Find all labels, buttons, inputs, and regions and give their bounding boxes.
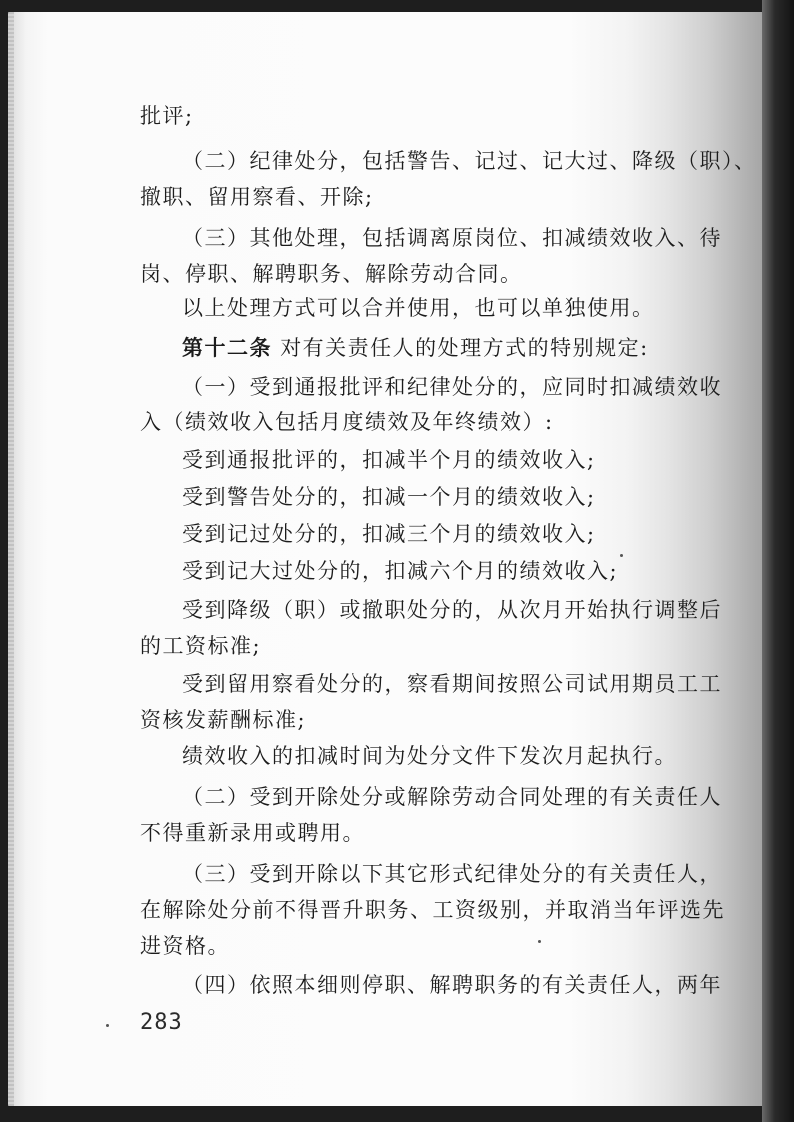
- text-line: 岗、停职、解聘职务、解除劳动合同。: [140, 262, 523, 286]
- text-line: 受到通报批评的，扣减半个月的绩效收入;: [182, 448, 596, 472]
- text-line: 绩效收入的扣减时间为处分文件下发次月起执行。: [182, 744, 677, 768]
- page-number: 283: [140, 1010, 183, 1035]
- article-line: [182, 334, 649, 362]
- text-line: 受到警告处分的，扣减一个月的绩效收入;: [182, 485, 596, 509]
- text-line: 批评;: [140, 104, 194, 128]
- text-line: 以上处理方式可以合并使用，也可以单独使用。: [182, 296, 655, 320]
- text-line: 撤职、留用察看、开除;: [140, 185, 374, 209]
- text-line: 在解除处分前不得晋升职务、工资级别，并取消当年评选先: [140, 898, 725, 922]
- text-line: 资核发薪酬标准;: [140, 708, 307, 732]
- scan-speck: [620, 554, 623, 557]
- text-line: （二）纪律处分，包括警告、记过、记大过、降级（职）、: [182, 149, 757, 173]
- text-line: 不得重新录用或聘用。: [140, 821, 365, 845]
- article-text: 对有关责任人的处理方式的特别规定:: [280, 336, 649, 360]
- text-line: 入（绩效收入包括月度绩效及年终绩效）:: [140, 410, 554, 434]
- scan-speck: [538, 940, 541, 943]
- text-line: （二）受到开除处分或解除劳动合同处理的有关责任人: [182, 785, 722, 809]
- scan-speck: [106, 1024, 109, 1027]
- text-line: 受到记过处分的，扣减三个月的绩效收入;: [182, 522, 596, 546]
- text-line: （一）受到通报批评和纪律处分的，应同时扣减绩效收: [182, 375, 722, 399]
- text-line: （四）依照本细则停职、解聘职务的有关责任人，两年: [182, 973, 722, 997]
- text-line: 受到留用察看处分的，察看期间按照公司试用期员工工: [182, 672, 722, 696]
- text-line: （三）其他处理，包括调离原岗位、扣减绩效收入、待: [182, 226, 722, 250]
- text-line: （三）受到开除以下其它形式纪律处分的有关责任人，: [182, 862, 722, 886]
- text-line: 进资格。: [140, 934, 230, 958]
- text-line: 受到降级（职）或撤职处分的，从次月开始执行调整后: [182, 598, 722, 622]
- text-line: 的工资标准;: [140, 634, 262, 658]
- text-line: 受到记大过处分的，扣减六个月的绩效收入;: [182, 559, 619, 583]
- article-heading: 第十二条: [182, 335, 272, 360]
